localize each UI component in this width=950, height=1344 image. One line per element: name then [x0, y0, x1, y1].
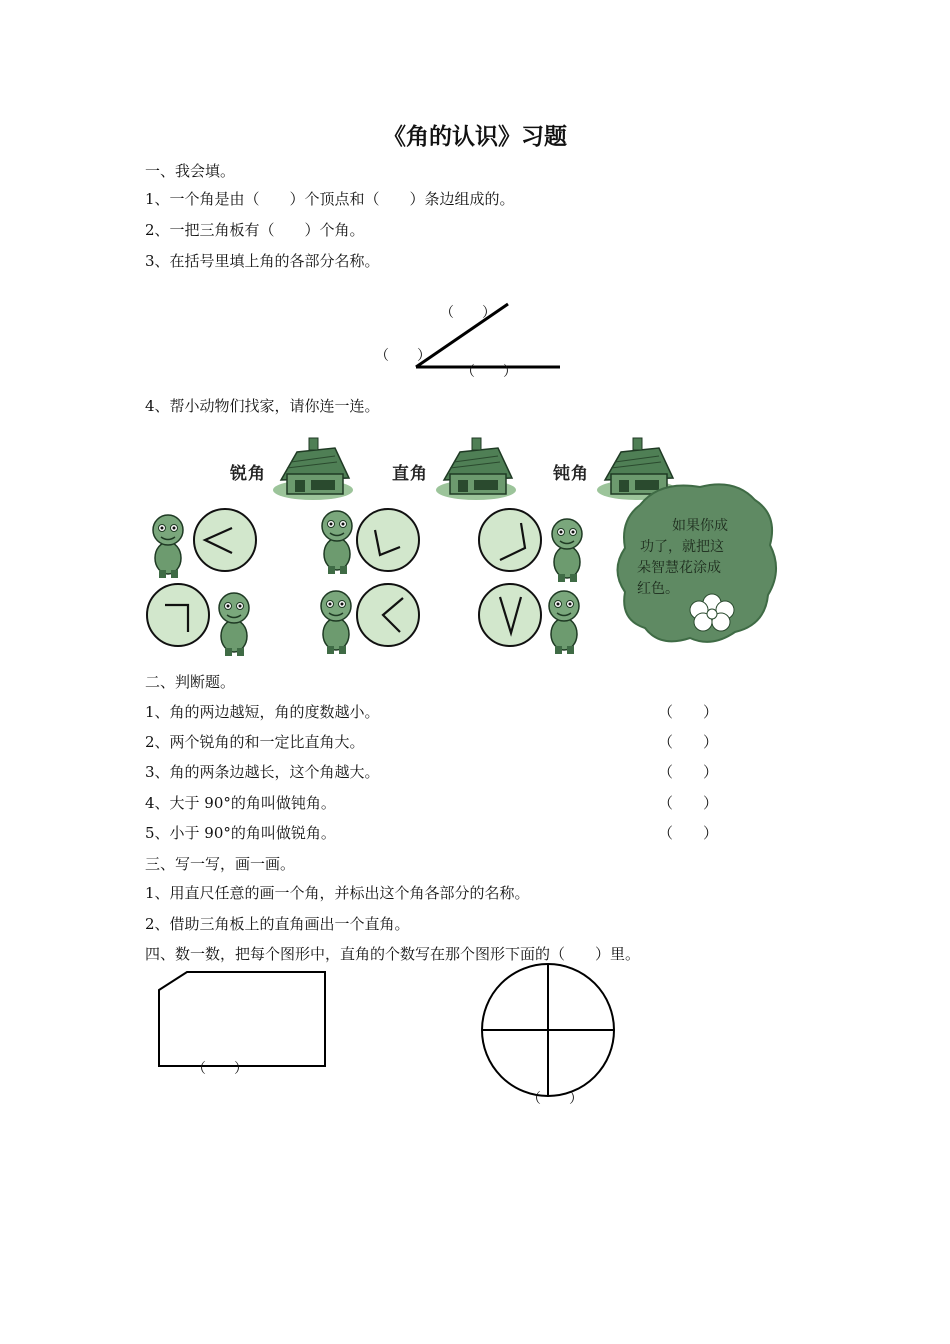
question-4: 4、帮小动物们找家，请你连一连。	[145, 397, 380, 415]
circle-shape	[482, 964, 614, 1096]
circle-answer-blank[interactable]: （ ）	[527, 1091, 583, 1107]
section4-heading: 四、数一数，把每个图形中，直角的个数写在那个图形下面的（ ）里。	[145, 945, 641, 963]
judge-answer-5[interactable]: （ ）	[658, 824, 719, 842]
question-3: 3、在括号里填上角的各部分名称。	[145, 252, 380, 270]
house-label-acute: 锐角	[230, 464, 266, 484]
judge-answer-3[interactable]: （ ）	[658, 763, 719, 781]
page-title: 《角的认识》习题	[383, 123, 567, 150]
pentagon-shape	[159, 972, 325, 1066]
draw-item-1: 1、用直尺任意的画一个角，并标出这个角各部分的名称。	[145, 884, 530, 902]
section1-heading: 一、我会填。	[145, 162, 236, 180]
question-1: 1、一个角是由（ ）个顶点和（ ）条边组成的。	[145, 190, 515, 208]
angle-side-blank[interactable]: （ ）	[440, 305, 496, 321]
house-label-right: 直角	[392, 464, 428, 484]
bubble-line-3: 朵智慧花涂成	[637, 560, 721, 576]
judge-item-3: 3、角的两条边越长，这个角越大。	[145, 763, 380, 781]
bubble-line-2: 功了，就把这	[640, 539, 724, 555]
judge-item-2: 2、两个锐角的和一定比直角大。	[145, 733, 365, 751]
bubble-line-1: 如果你成	[672, 518, 728, 534]
judge-answer-4[interactable]: （ ）	[658, 794, 719, 812]
section3-heading: 三、写一写，画一画。	[145, 855, 296, 873]
house-label-obtuse: 钝角	[553, 464, 589, 484]
bubble-line-4: 红色。	[637, 581, 679, 597]
judge-item-4: 4、大于 90°的角叫做钝角。	[145, 794, 336, 812]
judge-item-5: 5、小于 90°的角叫做锐角。	[145, 824, 336, 842]
angle-side-blank-2[interactable]: （ ）	[461, 364, 517, 380]
judge-answer-2[interactable]: （ ）	[658, 733, 719, 751]
judge-item-1: 1、角的两边越短，角的度数越小。	[145, 703, 380, 721]
question-2: 2、一把三角板有（ ）个角。	[145, 221, 365, 239]
angle-vertex-blank[interactable]: （ ）	[375, 348, 431, 364]
pentagon-answer-blank[interactable]: （ ）	[192, 1061, 248, 1077]
draw-item-2: 2、借助三角板上的直角画出一个直角。	[145, 915, 410, 933]
section2-heading: 二、判断题。	[145, 673, 236, 691]
judge-answer-1[interactable]: （ ）	[658, 703, 719, 721]
